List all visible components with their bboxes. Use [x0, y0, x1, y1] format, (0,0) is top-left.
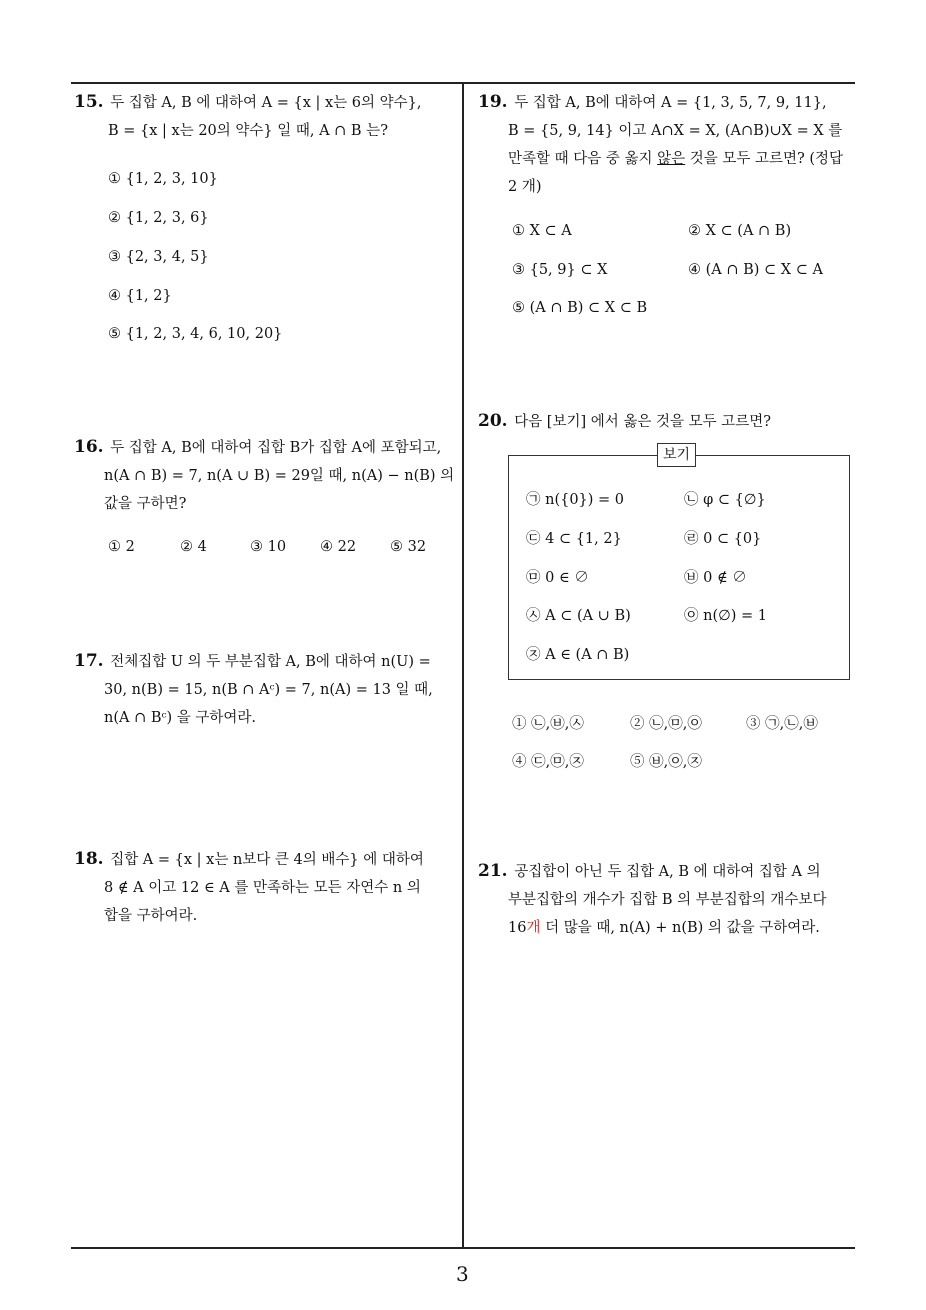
problem-text: 두 집합 A, B에 대하여 집합 B가 집합 A에 포함되고, — [110, 440, 442, 456]
bottom-rule — [71, 1247, 855, 1249]
box-item-6: ㉥ 0 ∉ ∅ — [684, 570, 747, 586]
problem-text: B = {x | x는 20의 약수} 일 때, A ∩ B 는? — [108, 123, 388, 139]
problem-text: 만족할 때 다음 중 옳지 않은 것을 모두 고르면? (정답 — [508, 151, 844, 167]
problem-18 — [74, 845, 458, 930]
problem-text: 30, n(B) = 15, n(B ∩ Aᶜ) = 7, n(A) = 13 일 때, — [104, 682, 433, 698]
problem-16 — [74, 433, 458, 518]
problem-text: 16개 더 많을 때, n(A) + n(B) 의 값을 구하여라. — [508, 920, 820, 936]
choice-4[interactable]: ④ 22 — [320, 539, 357, 555]
box-item-7: ㉦ A ⊂ (A ∪ B) — [526, 608, 631, 624]
example-box-title: 보기 — [657, 443, 696, 467]
problem-19 — [478, 88, 862, 201]
choice-4[interactable]: ④ {1, 2} — [108, 288, 172, 304]
choice-1[interactable]: ① {1, 2, 3, 10} — [108, 171, 218, 187]
problem-text: 두 집합 A, B에 대하여 A = {1, 3, 5, 7, 9, 11}, — [514, 95, 827, 111]
choice-5[interactable]: ⑤ {1, 2, 3, 4, 6, 10, 20} — [108, 326, 283, 342]
choice-5[interactable]: ⑤ 32 — [390, 539, 427, 555]
problem-text: 전체집합 U 의 두 부분집합 A, B에 대하여 n(U) = — [110, 654, 431, 670]
problem-text: 두 집합 A, B 에 대하여 A = {x | x는 6의 약수}, — [110, 95, 422, 111]
choice-2[interactable]: ② ㉡,㉤,㉧ — [630, 716, 702, 732]
box-item-1: ㉠ n({0}) = 0 — [526, 492, 625, 508]
problem-number: 17. — [74, 651, 104, 671]
box-item-2: ㉡ φ ⊂ {∅} — [684, 492, 766, 508]
box-item-3: ㉢ 4 ⊂ {1, 2} — [526, 531, 622, 547]
problem-text: n(A ∩ B) = 7, n(A ∪ B) = 29일 때, n(A) − n(B) 의 — [104, 468, 455, 484]
box-item-5: ㉤ 0 ∈ ∅ — [526, 570, 589, 586]
problem-17 — [74, 647, 458, 732]
column-divider — [462, 82, 464, 1248]
choice-3[interactable]: ③ ㉠,㉡,㉥ — [746, 716, 818, 732]
choice-4[interactable]: ④ ㉢,㉤,㉨ — [512, 754, 584, 770]
underlined-word: 않은 — [657, 151, 686, 167]
choice-3[interactable]: ③ {2, 3, 4, 5} — [108, 249, 209, 265]
box-item-8: ㉧ n(∅) = 1 — [684, 608, 767, 624]
choice-1[interactable]: ① 2 — [108, 539, 135, 555]
problem-text: n(A ∩ Bᶜ) 을 구하여라. — [104, 710, 257, 726]
choice-4[interactable]: ④ (A ∩ B) ⊂ X ⊂ A — [688, 262, 823, 278]
choice-3[interactable]: ③ 10 — [250, 539, 287, 555]
box-item-4: ㉣ 0 ⊂ {0} — [684, 531, 762, 547]
page-number: 3 — [456, 1262, 469, 1286]
choice-2[interactable]: ② {1, 2, 3, 6} — [108, 210, 209, 226]
problem-text: 값을 구하면? — [104, 496, 187, 512]
problem-number: 15. — [74, 92, 104, 112]
problem-number: 20. — [478, 411, 508, 431]
problem-21 — [478, 857, 862, 942]
problem-text: 부분집합의 개수가 집합 B 의 부분집합의 개수보다 — [508, 892, 827, 908]
choice-1[interactable]: ① ㉡,㉥,㉦ — [512, 716, 584, 732]
problem-text: B = {5, 9, 14} 이고 A∩X = X, (A∩B)∪X = X 를 — [508, 123, 843, 139]
choice-5[interactable]: ⑤ ㉥,㉧,㉨ — [630, 754, 702, 770]
problem-number: 21. — [478, 861, 508, 881]
problem-text: 공집합이 아닌 두 집합 A, B 에 대하여 집합 A 의 — [514, 864, 821, 880]
choice-5[interactable]: ⑤ (A ∩ B) ⊂ X ⊂ B — [512, 300, 648, 316]
problem-20 — [478, 407, 862, 436]
box-item-9: ㉨ A ∈ (A ∩ B) — [526, 647, 630, 663]
choice-3[interactable]: ③ {5, 9} ⊂ X — [512, 262, 608, 278]
problem-number: 19. — [478, 92, 508, 112]
problem-15 — [74, 88, 458, 145]
choice-2[interactable]: ② 4 — [180, 539, 207, 555]
problem-text: 2 개) — [508, 179, 542, 195]
highlighted-word: 개 — [526, 920, 541, 936]
choice-2[interactable]: ② X ⊂ (A ∩ B) — [688, 223, 792, 239]
problem-text: 합을 구하여라. — [104, 908, 198, 924]
problem-text: 8 ∉ A 이고 12 ∈ A 를 만족하는 모든 자연수 n 의 — [104, 880, 421, 896]
problem-number: 18. — [74, 849, 104, 869]
problem-text: 집합 A = {x | x는 n보다 큰 4의 배수} 에 대하여 — [110, 852, 424, 868]
problem-text: 다음 [보기] 에서 옳은 것을 모두 고르면? — [514, 414, 772, 430]
choice-1[interactable]: ① X ⊂ A — [512, 223, 572, 239]
problem-number: 16. — [74, 437, 104, 457]
